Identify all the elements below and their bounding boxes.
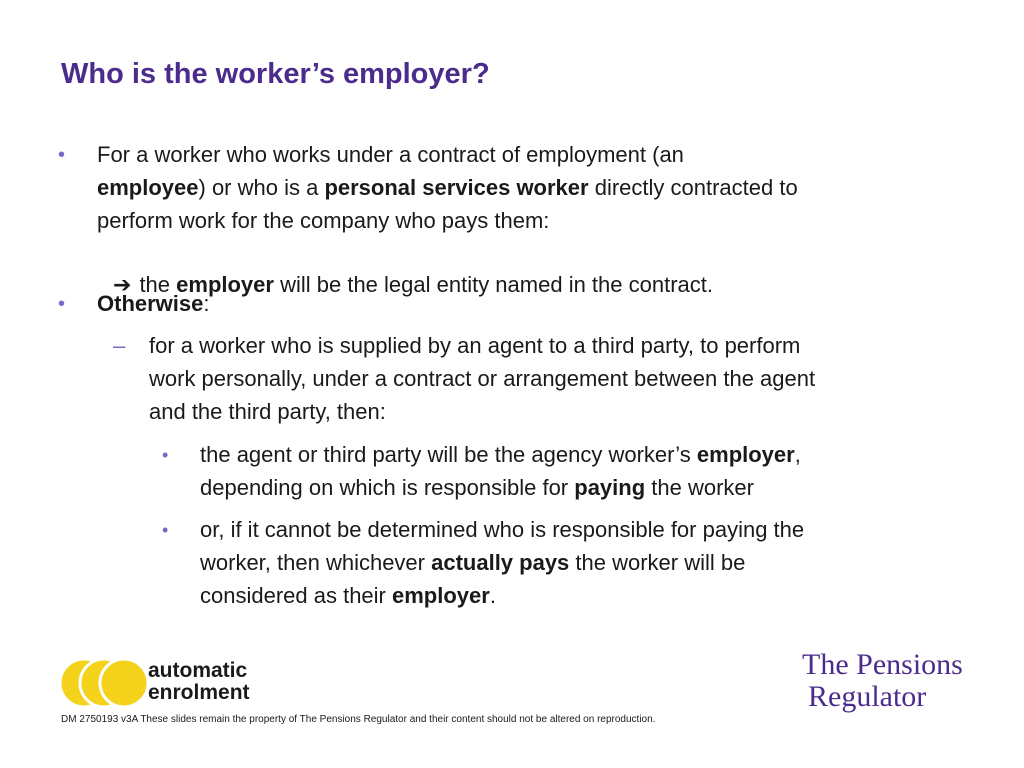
tpr-line-2: Regulator bbox=[808, 680, 927, 713]
dash-marker: – bbox=[113, 333, 126, 358]
sub-bullet-marker: • bbox=[162, 520, 169, 540]
slide-title: Who is the worker’s employer? bbox=[61, 58, 490, 90]
bullet-1-line-3: perform work for the company who pays them: bbox=[97, 208, 550, 233]
bullet-2-line-1: Otherwise: bbox=[97, 291, 210, 316]
bullet-1-line-2: employee) or who is a personal services worker directly contracted to bbox=[97, 175, 798, 200]
bullet-marker: • bbox=[58, 144, 66, 166]
automatic-enrolment-wordmark bbox=[148, 660, 250, 704]
sub-bullet-1-line-2: depending on which is responsible for paying the worker bbox=[200, 475, 754, 500]
sub-item-line-1: for a worker who is supplied by an agent to a third party, to perform bbox=[149, 333, 801, 358]
sub-bullet-2-line-2: worker, then whichever actually pays the worker will be bbox=[200, 550, 746, 575]
arrow-statement: ➔ the employer will be the legal entity named in the contract. bbox=[113, 268, 713, 301]
bullet-marker: • bbox=[58, 293, 66, 315]
sub-bullet-2-line-1: or, if it cannot be determined who is responsible for paying the bbox=[200, 517, 805, 542]
sub-bullet-1-line-1: the agent or third party will be the agency worker’s employer, bbox=[200, 442, 801, 467]
sub-item-line-3: and the third party, then: bbox=[149, 399, 386, 424]
sub-item-line-2: work personally, under a contract or arrangement between the agent bbox=[149, 366, 816, 391]
pensions-regulator-logo bbox=[802, 649, 963, 713]
bullet-1-line-1: For a worker who works under a contract of employment (an bbox=[97, 142, 684, 167]
arrow-right-icon: ➔ bbox=[113, 272, 132, 297]
ae-wordmark-line-1: automatic bbox=[148, 659, 248, 682]
ae-wordmark-line-2: enrolment bbox=[148, 681, 250, 704]
sub-bullet-2-line-3: considered as their employer. bbox=[200, 583, 496, 608]
footer-notice: DM 2750193 v3A These slides remain the property of The Pensions Regulator and their content should not be altered on reproduction. bbox=[61, 714, 656, 725]
sub-bullet-marker: • bbox=[162, 445, 169, 465]
tpr-line-1: The Pensions bbox=[802, 648, 963, 681]
ae-circle-3 bbox=[100, 659, 148, 707]
